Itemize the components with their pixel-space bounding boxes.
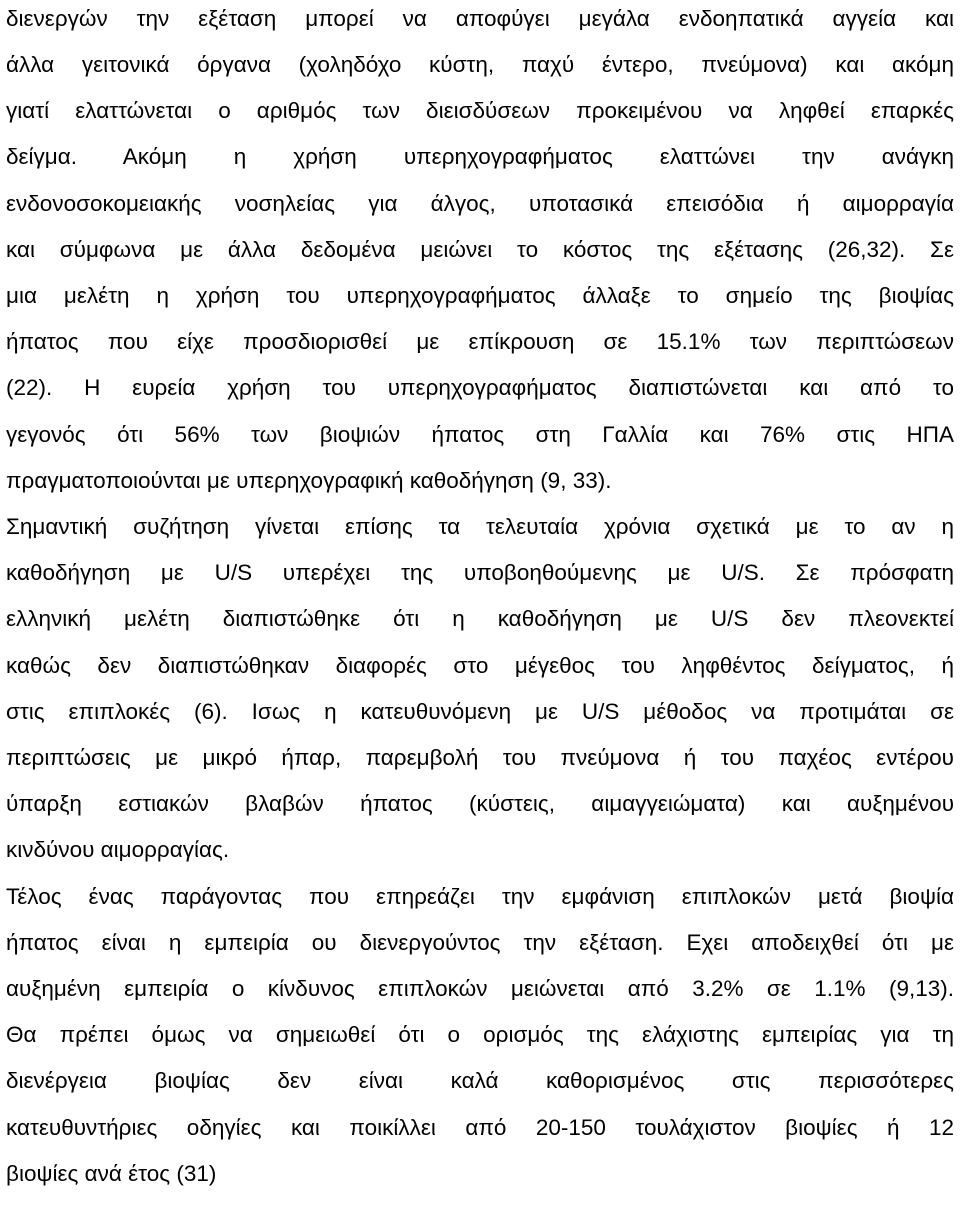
text-line: γεγονός ότι 56% των βιοψιών ήπατος στη Γαλλία και 76% στις ΗΠΑ	[6, 422, 954, 447]
text-line: ήπατος που είχε προσδιορισθεί με επίκρουση σε 15.1% των περιπτώσεων	[6, 329, 954, 354]
text-line: (22). Η ευρεία χρήση του υπερηχογραφήματος διαπιστώνεται και από το	[6, 375, 954, 400]
text-line: περιπτώσεις με μικρό ήπαρ, παρεμβολή του πνεύμονα ή του παχέος εντέρου	[6, 745, 954, 770]
text-line: στις επιπλοκές (6). Ισως η κατευθυνόμενη με U/S μέθοδος να προτιμάται σε	[6, 699, 954, 724]
text-line: αυξημένη εμπειρία ο κίνδυνος επιπλοκών μειώνεται από 3.2% σε 1.1% (9,13).	[6, 976, 954, 1001]
text-line: και σύμφωνα με άλλα δεδομένα μειώνει το κόστος της εξέτασης (26,32). Σε	[6, 237, 954, 262]
text-line: κατευθυντήριες οδηγίες και ποικίλλει από 20-150 τουλάχιστον βιοψίες ή 12	[6, 1115, 954, 1140]
text-line: δείγμα. Ακόμη η χρήση υπερηχογραφήματος ελαττώνει την ανάγκη	[6, 144, 954, 169]
text-line: βιοψίες ανά έτος (31)	[6, 1161, 217, 1186]
text-line: διενέργεια βιοψίας δεν είναι καλά καθορισμένος στις περισσότερες	[6, 1068, 954, 1093]
text-line: άλλα γειτονικά όργανα (χοληδόχο κύστη, παχύ έντερο, πνεύμονα) και ακόμη	[6, 52, 954, 77]
text-line: μια μελέτη η χρήση του υπερηχογραφήματος άλλαξε το σημείο της βιοψίας	[6, 283, 954, 308]
text-line: καθοδήγηση με U/S υπερέχει της υποβοηθούμενης με U/S. Σε πρόσφατη	[6, 560, 954, 585]
text-line: ενδονοσοκομειακής νοσηλείας για άλγος, υποτασικά επεισόδια ή αιμορραγία	[6, 191, 954, 216]
text-line: ελληνική μελέτη διαπιστώθηκε ότι η καθοδήγηση με U/S δεν πλεονεκτεί	[6, 606, 954, 631]
text-line: ήπατος είναι η εμπειρία ου διενεργούντος την εξέταση. Εχει αποδειχθεί ότι με	[6, 930, 954, 955]
text-line: κινδύνου αιμορραγίας.	[6, 837, 230, 862]
text-line: καθώς δεν διαπιστώθηκαν διαφορές στο μέγεθος του ληφθέντος δείγματος, ή	[6, 653, 954, 678]
text-line: γιατί ελαττώνεται ο αριθμός των διεισδύσεων προκειμένου να ληφθεί επαρκές	[6, 98, 954, 123]
text-line: Σημαντική συζήτηση γίνεται επίσης τα τελευταία χρόνια σχετικά με το αν η	[6, 514, 954, 539]
text-line: ύπαρξη εστιακών βλαβών ήπατος (κύστεις, αιμαγγειώματα) και αυξημένου	[6, 791, 954, 816]
text-line: Τέλος ένας παράγοντας που επηρεάζει την εμφάνιση επιπλοκών μετά βιοψία	[6, 884, 954, 909]
text-line: Θα πρέπει όμως να σημειωθεί ότι ο ορισμός της ελάχιστης εμπειρίας για τη	[6, 1022, 954, 1047]
text-line: διενεργών την εξέταση μπορεί να αποφύγει μεγάλα ενδοηπατικά αγγεία και	[6, 6, 954, 31]
text-line: πραγματοποιούνται με υπερηχογραφική καθοδήγηση (9, 33).	[6, 468, 612, 493]
